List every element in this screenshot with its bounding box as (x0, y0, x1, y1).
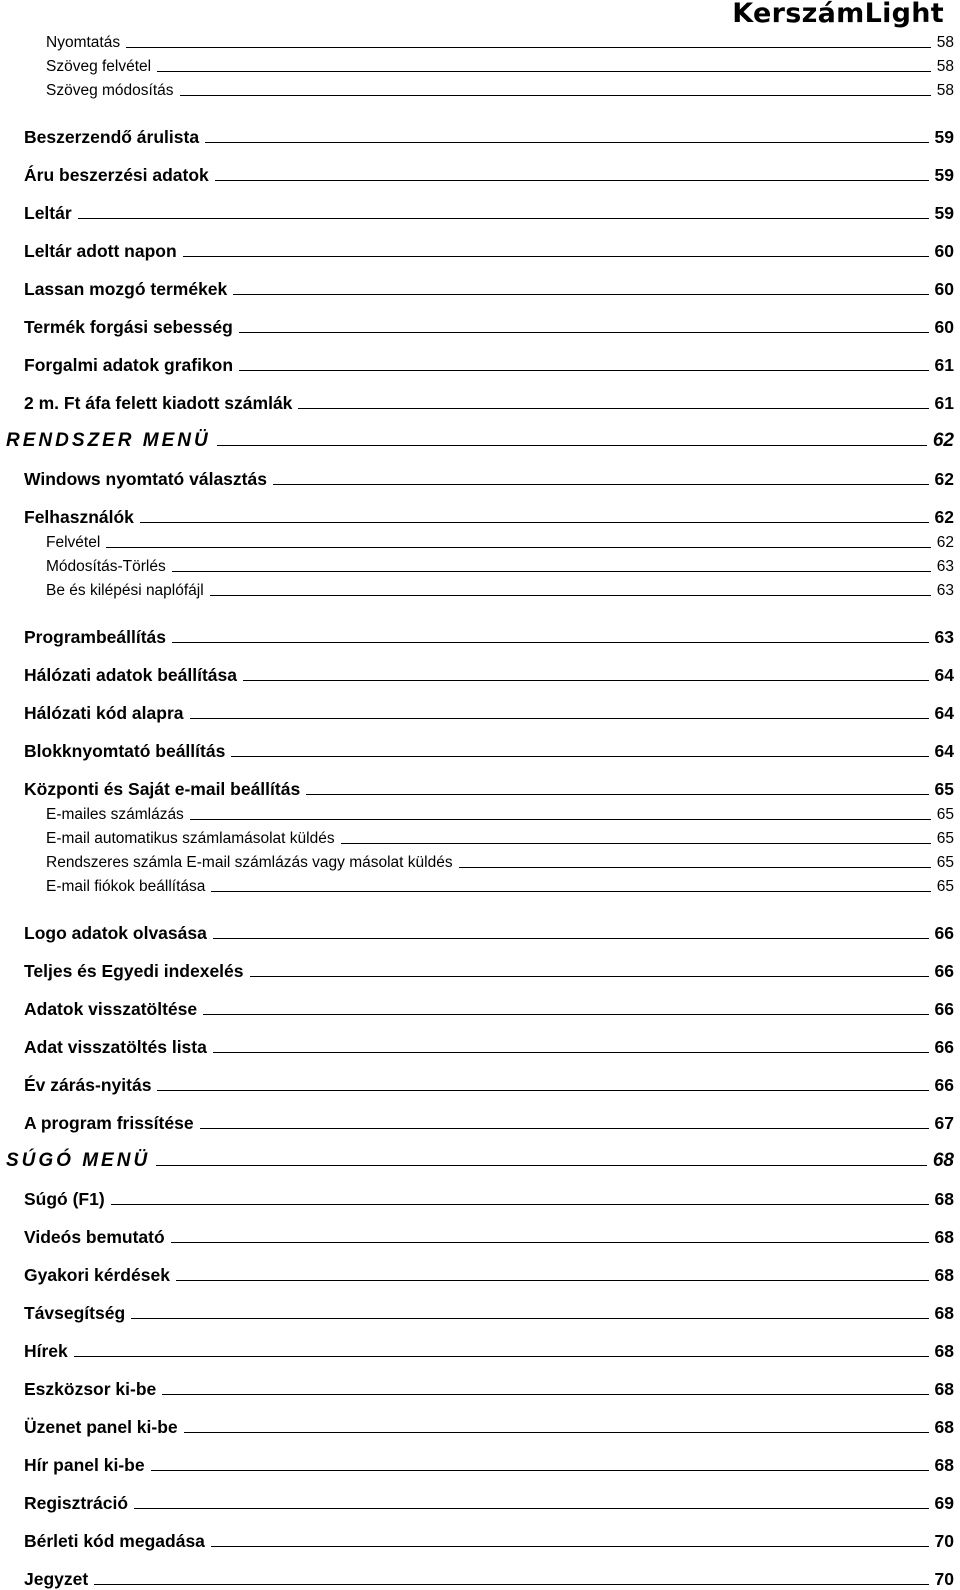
toc-page-number: 61 (934, 355, 954, 375)
toc-entry-label: Szöveg módosítás (46, 82, 174, 99)
toc-page-number: 62 (934, 507, 954, 527)
toc-page-number: 69 (934, 1493, 954, 1513)
toc-entry-label: Nyomtatás (46, 34, 121, 51)
table-of-contents (0, 28, 960, 1590)
toc-entry[interactable] (0, 982, 960, 1020)
toc-entry[interactable] (0, 872, 960, 896)
toc-entry[interactable] (0, 848, 960, 872)
toc-page-number: 66 (934, 961, 954, 981)
toc-leader-line (459, 867, 931, 868)
toc-leader-line (243, 680, 929, 681)
toc-entry-label: Logo adatok olvasása (24, 923, 207, 943)
toc-entry[interactable] (0, 1172, 960, 1210)
toc-leader-line (273, 484, 929, 485)
toc-entry[interactable] (0, 300, 960, 338)
toc-leader-line (140, 522, 929, 523)
toc-entry[interactable] (0, 724, 960, 762)
toc-entry[interactable] (0, 1248, 960, 1286)
toc-page-number: 66 (934, 923, 954, 943)
toc-entry-label: E-mailes számlázás (46, 806, 184, 823)
toc-entry[interactable] (0, 1476, 960, 1514)
toc-leader-line (151, 1470, 929, 1471)
toc-leader-line (205, 142, 928, 143)
toc-entry[interactable] (0, 452, 960, 490)
toc-page-number: 62 (932, 430, 954, 451)
toc-page-number: 59 (934, 203, 954, 223)
toc-entry-label: Felhasználók (24, 507, 134, 527)
toc-leader-line (172, 571, 931, 572)
toc-page-number: 66 (934, 999, 954, 1019)
toc-leader-line (184, 1432, 929, 1433)
toc-entry-label: Blokknyomtató beállítás (24, 741, 226, 761)
toc-page-number: 62 (934, 469, 954, 489)
toc-spacer (0, 896, 960, 906)
toc-entry[interactable] (0, 1324, 960, 1362)
toc-leader-line (215, 180, 929, 181)
toc-entry-label: E-mail fiókok beállítása (46, 878, 206, 895)
toc-entry-label: Távsegítség (24, 1303, 126, 1323)
toc-page-number: 65 (936, 854, 954, 871)
toc-page-number: 65 (936, 830, 954, 847)
toc-entry[interactable] (0, 1438, 960, 1476)
toc-entry[interactable] (0, 1210, 960, 1248)
toc-entry-label: Hír panel ki-be (24, 1455, 145, 1475)
toc-entry-label: Lassan mozgó termékek (24, 279, 228, 299)
toc-page-number: 65 (934, 779, 954, 799)
toc-entry-label: Módosítás-Törlés (46, 558, 166, 575)
toc-leader-line (210, 595, 931, 596)
toc-entry-label: Rendszeres számla E-mail számlázás vagy másolat küldés (46, 854, 453, 871)
toc-leader-line (157, 71, 931, 72)
toc-page-number: 66 (934, 1075, 954, 1095)
toc-entry-label: RENDSZER MENÜ (6, 430, 211, 451)
toc-page-number: 58 (936, 82, 954, 99)
toc-entry-label: Üzenet panel ki-be (24, 1417, 178, 1437)
toc-entry[interactable] (0, 1096, 960, 1134)
toc-entry-label: Gyakori kérdések (24, 1265, 170, 1285)
toc-page-number: 68 (932, 1150, 954, 1171)
toc-section-heading[interactable] (0, 414, 960, 452)
toc-page-number: 63 (936, 582, 954, 599)
toc-leader-line (203, 1014, 928, 1015)
toc-page-number: 60 (934, 279, 954, 299)
toc-entry-label: Programbeállítás (24, 627, 166, 647)
toc-entry-label: Központi és Saját e-mail beállítás (24, 779, 301, 799)
toc-entry-label: Áru beszerzési adatok (24, 165, 209, 185)
toc-page-number: 70 (934, 1569, 954, 1589)
toc-page-number: 64 (934, 741, 954, 761)
toc-leader-line (217, 445, 927, 446)
toc-entry-label: Jegyzet (24, 1569, 89, 1589)
toc-page-number: 68 (934, 1303, 954, 1323)
toc-entry-label: Beszerzendő árulista (24, 127, 200, 147)
toc-entry-label: Bérleti kód megadása (24, 1531, 205, 1551)
toc-entry-label: Termék forgási sebesség (24, 317, 233, 337)
toc-leader-line (157, 1090, 928, 1091)
toc-leader-line (172, 642, 929, 643)
toc-leader-line (106, 547, 930, 548)
toc-entry-label: Felvétel (46, 534, 101, 551)
toc-page-number: 68 (934, 1265, 954, 1285)
toc-page-number: 68 (934, 1379, 954, 1399)
toc-page-number: 62 (936, 534, 954, 551)
toc-entry[interactable] (0, 1286, 960, 1324)
toc-page-number: 59 (934, 127, 954, 147)
document-header-title: KerszámLight (732, 0, 944, 29)
toc-entry-label: Adat visszatöltés lista (24, 1037, 207, 1057)
toc-entry[interactable] (0, 576, 960, 600)
toc-leader-line (183, 256, 929, 257)
toc-leader-line (211, 1546, 929, 1547)
toc-entry[interactable] (0, 224, 960, 262)
toc-entry[interactable] (0, 648, 960, 686)
toc-leader-line (239, 370, 928, 371)
toc-section-heading[interactable] (0, 1134, 960, 1172)
toc-entry[interactable] (0, 1400, 960, 1438)
toc-entry-label: Súgó (F1) (24, 1189, 105, 1209)
toc-entry-label: Videós bemutató (24, 1227, 165, 1247)
toc-leader-line (156, 1165, 927, 1166)
toc-entry[interactable] (0, 338, 960, 376)
toc-leader-line (131, 1318, 928, 1319)
toc-entry[interactable] (0, 686, 960, 724)
toc-entry-label: Leltár adott napon (24, 241, 177, 261)
toc-entry[interactable] (0, 906, 960, 944)
toc-page-number: 65 (936, 806, 954, 823)
toc-entry-label: Forgalmi adatok grafikon (24, 355, 234, 375)
toc-entry[interactable] (0, 76, 960, 100)
toc-page-number: 68 (934, 1417, 954, 1437)
toc-leader-line (298, 408, 928, 409)
toc-leader-line (239, 332, 929, 333)
toc-page-number: 60 (934, 317, 954, 337)
toc-entry-label: Hálózati kód alapra (24, 703, 184, 723)
toc-entry[interactable] (0, 490, 960, 528)
toc-entry[interactable] (0, 186, 960, 224)
toc-entry[interactable] (0, 1362, 960, 1400)
toc-spacer (0, 600, 960, 610)
toc-entry-label: E-mail automatikus számlamásolat küldés (46, 830, 335, 847)
toc-entry[interactable] (0, 262, 960, 300)
toc-entry[interactable] (0, 376, 960, 414)
toc-entry[interactable] (0, 52, 960, 76)
toc-entry[interactable] (0, 1552, 960, 1590)
toc-leader-line (162, 1394, 928, 1395)
toc-entry-label: Eszközsor ki-be (24, 1379, 157, 1399)
toc-entry-label: Regisztráció (24, 1493, 129, 1513)
toc-page-number: 68 (934, 1227, 954, 1247)
toc-page-number: 67 (934, 1113, 954, 1133)
toc-leader-line (306, 794, 928, 795)
toc-page-number: 58 (936, 34, 954, 51)
toc-page-number: 70 (934, 1531, 954, 1551)
toc-leader-line (231, 756, 928, 757)
toc-entry-label: Teljes és Egyedi indexelés (24, 961, 244, 981)
toc-leader-line (200, 1128, 929, 1129)
toc-page-number: 68 (934, 1455, 954, 1475)
toc-entry-label: Windows nyomtató választás (24, 469, 267, 489)
toc-page-number: 60 (934, 241, 954, 261)
toc-leader-line (171, 1242, 929, 1243)
toc-entry[interactable] (0, 1058, 960, 1096)
toc-leader-line (213, 1052, 929, 1053)
toc-entry-label: Adatok visszatöltése (24, 999, 198, 1019)
toc-page-number: 68 (934, 1189, 954, 1209)
toc-entry-label: Év zárás-nyitás (24, 1075, 152, 1095)
toc-entry[interactable] (0, 552, 960, 576)
toc-entry[interactable] (0, 148, 960, 186)
toc-leader-line (211, 891, 930, 892)
toc-entry[interactable] (0, 944, 960, 982)
toc-page-number: 58 (936, 58, 954, 75)
toc-leader-line (190, 819, 931, 820)
toc-entry-label: Hírek (24, 1341, 68, 1361)
toc-spacer (0, 100, 960, 110)
toc-page-number: 63 (934, 627, 954, 647)
toc-page-number: 66 (934, 1037, 954, 1057)
toc-leader-line (250, 976, 929, 977)
toc-page-number: 64 (934, 665, 954, 685)
toc-entry[interactable] (0, 824, 960, 848)
toc-leader-line (233, 294, 928, 295)
toc-leader-line (213, 938, 929, 939)
toc-leader-line (111, 1204, 929, 1205)
toc-entry-label: 2 m. Ft áfa felett kiadott számlák (24, 393, 293, 413)
toc-entry-label: A program frissítése (24, 1113, 194, 1133)
toc-page-number: 68 (934, 1341, 954, 1361)
toc-entry[interactable] (0, 1514, 960, 1552)
toc-leader-line (78, 218, 929, 219)
toc-entry-label: SÚGÓ MENÜ (6, 1150, 151, 1171)
toc-page-number: 65 (936, 878, 954, 895)
toc-page-number: 61 (934, 393, 954, 413)
toc-entry[interactable] (0, 1020, 960, 1058)
toc-entry-label: Be és kilépési naplófájl (46, 582, 204, 599)
toc-page-number: 59 (934, 165, 954, 185)
toc-entry-label: Leltár (24, 203, 72, 223)
toc-entry[interactable] (0, 610, 960, 648)
toc-leader-line (126, 47, 931, 48)
toc-entry[interactable] (0, 28, 960, 52)
toc-page-number: 63 (936, 558, 954, 575)
toc-leader-line (176, 1280, 929, 1281)
toc-entry-label: Szöveg felvétel (46, 58, 152, 75)
toc-leader-line (180, 95, 931, 96)
toc-leader-line (134, 1508, 928, 1509)
toc-leader-line (341, 843, 931, 844)
toc-leader-line (94, 1584, 928, 1585)
toc-entry-label: Hálózati adatok beállítása (24, 665, 237, 685)
toc-entry[interactable] (0, 800, 960, 824)
toc-page-number: 64 (934, 703, 954, 723)
toc-entry[interactable] (0, 110, 960, 148)
toc-leader-line (190, 718, 929, 719)
toc-leader-line (74, 1356, 929, 1357)
toc-entry[interactable] (0, 762, 960, 800)
toc-entry[interactable] (0, 528, 960, 552)
